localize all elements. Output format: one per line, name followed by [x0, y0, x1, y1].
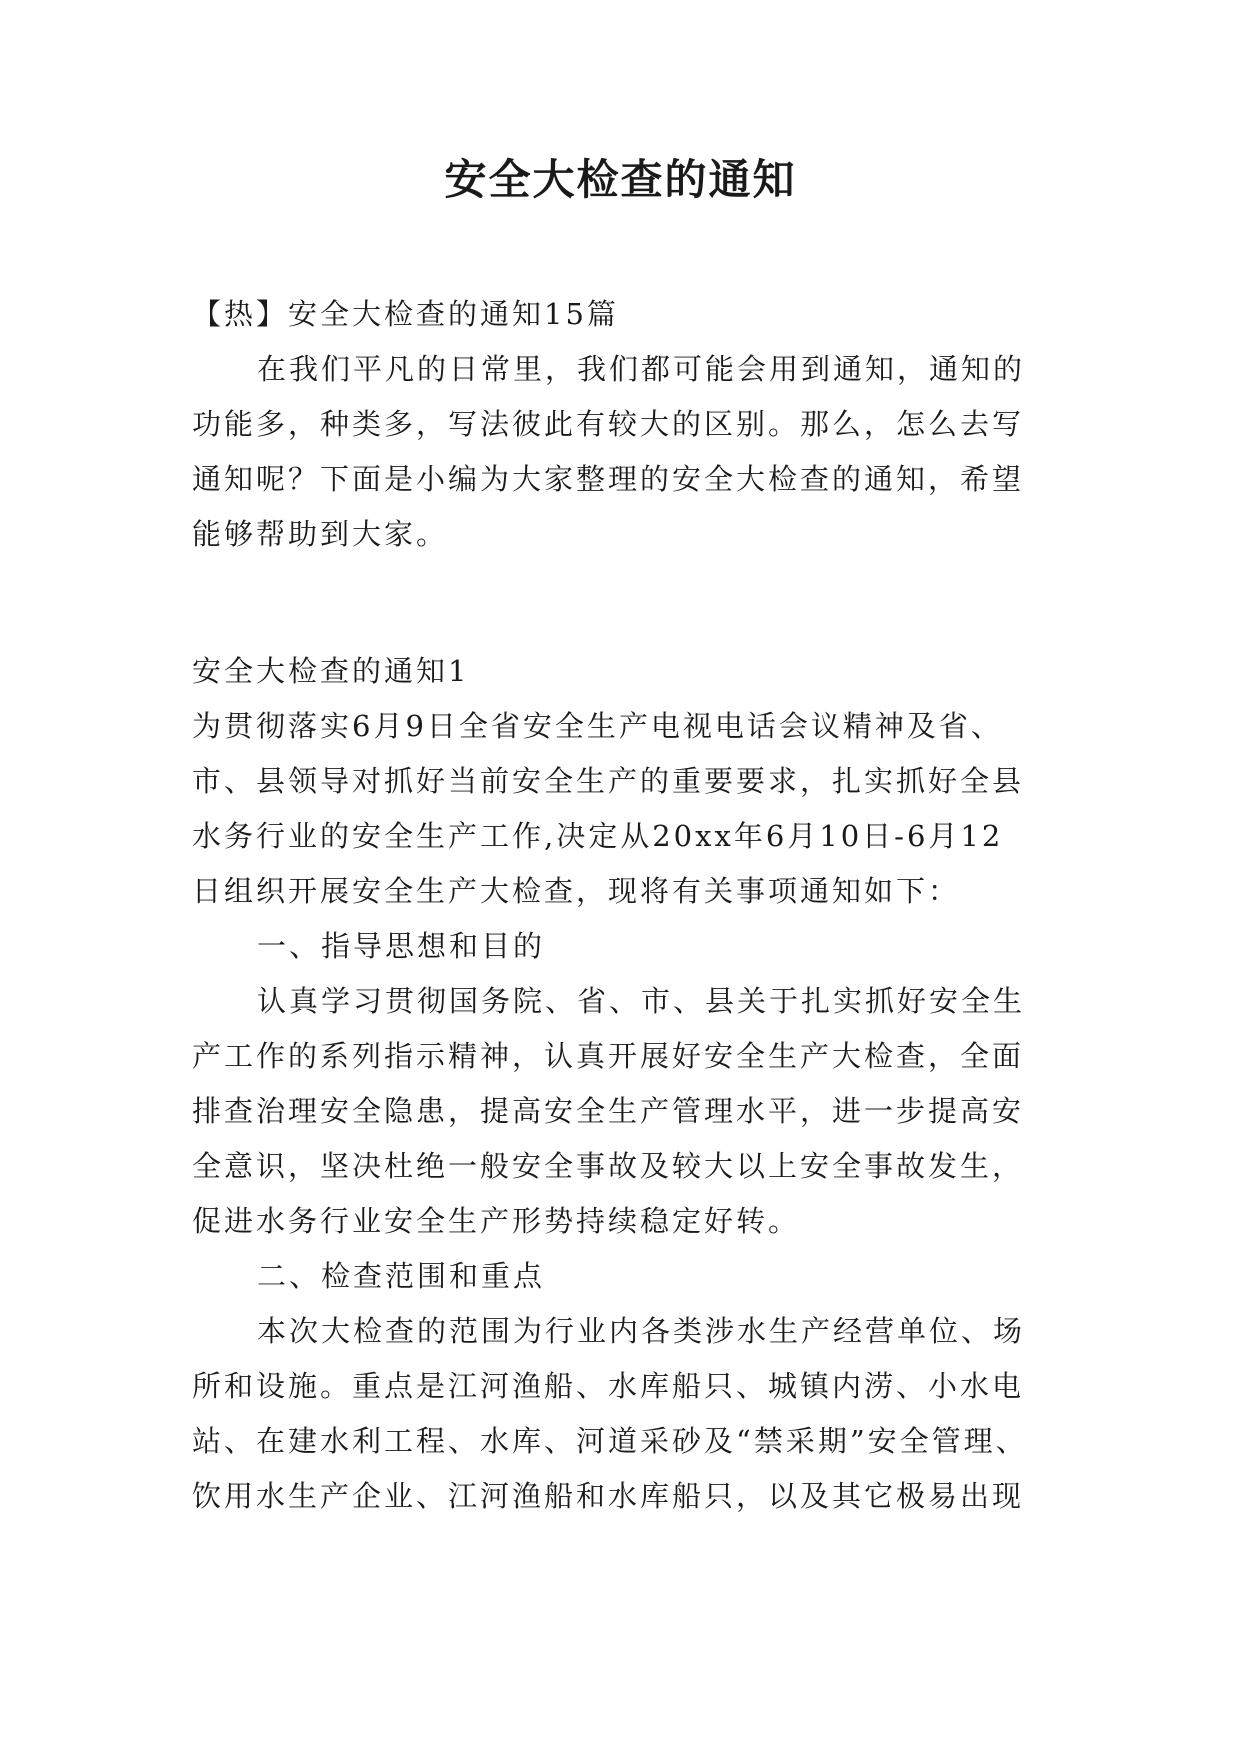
document-title: 安全大检查的通知 — [444, 155, 797, 204]
subheading-guiding-principles: 一、指导思想和目的 — [257, 929, 546, 963]
section-spacer — [192, 562, 1062, 644]
paragraph-line: 所和设施。重点是江河渔船、水库船只、城镇内涝、小水电 — [192, 1369, 1025, 1403]
intro-line: 在我们平凡的日常里，我们都可能会用到通知，通知的 — [257, 352, 1026, 386]
paragraph-line: 全意识，坚决杜绝一般安全事故及较大以上安全事故发生， — [192, 1149, 1025, 1183]
paragraph-line: 饮用水生产企业、江河渔船和水库船只，以及其它极易出现 — [192, 1479, 1025, 1513]
paragraph-line: 为贯彻落实6月9日全省安全生产电视电话会议精神及省、 — [192, 709, 1003, 743]
paragraph-line: 本次大检查的范围为行业内各类涉水生产经营单位、场 — [257, 1314, 1026, 1348]
paragraph-line: 认真学习贯彻国务院、省、市、县关于扎实抓好安全生 — [257, 984, 1026, 1018]
paragraph-line: 站、在建水利工程、水库、河道采砂及“禁采期”安全管理、 — [192, 1424, 1028, 1458]
intro-line: 能够帮助到大家。 — [192, 517, 449, 551]
paragraph-line: 产工作的系列指示精神，认真开展好安全生产大检查，全面 — [192, 1039, 1025, 1073]
paragraph-line: 水务行业的安全生产工作,决定从20xx年6月10日-6月12 — [192, 819, 1004, 853]
paragraph-line: 日组织开展安全生产大检查，现将有关事项通知如下： — [192, 874, 961, 908]
paragraph-line: 市、县领导对抓好当前安全生产的重要要求，扎实抓好全县 — [192, 764, 1025, 798]
section-title: 安全大检查的通知1 — [192, 654, 470, 688]
document-body — [192, 287, 1062, 1524]
subheading-scope-and-focus: 二、检查范围和重点 — [257, 1259, 546, 1293]
paragraph-line: 促进水务行业安全生产形势持续稳定好转。 — [192, 1204, 801, 1238]
intro-line: 通知呢？下面是小编为大家整理的安全大检查的通知，希望 — [192, 462, 1025, 496]
paragraph-line: 排查治理安全隐患，提高安全生产管理水平，进一步提高安 — [192, 1094, 1025, 1128]
intro-line: 功能多，种类多，写法彼此有较大的区别。那么，怎么去写 — [192, 407, 1025, 441]
document-heading: 【热】安全大检查的通知15篇 — [192, 297, 619, 331]
